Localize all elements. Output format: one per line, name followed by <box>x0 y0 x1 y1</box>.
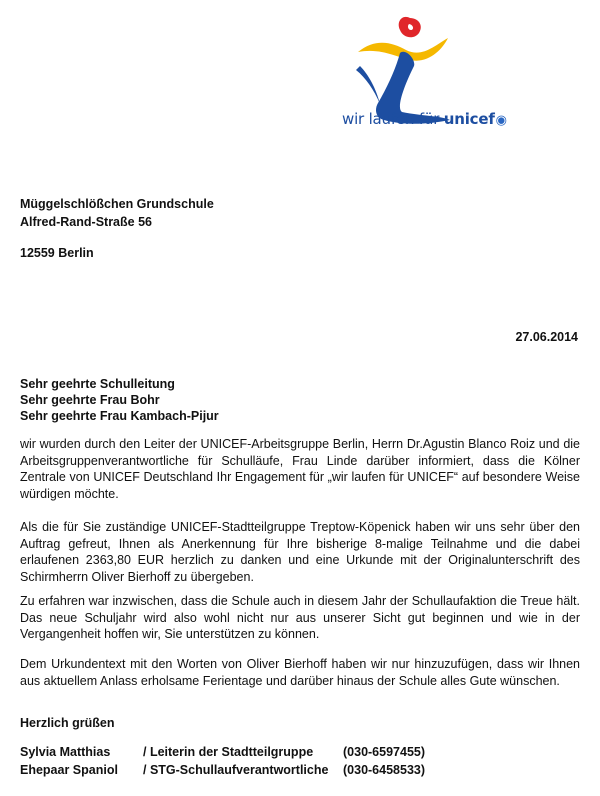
address-city: 12559 Berlin <box>20 246 94 260</box>
signatory-name: Sylvia Matthias <box>20 745 111 759</box>
body-paragraph: Dem Urkundentext mit den Worten von Oliver Bierhoff haben wir nur hinzuzufügen, dass wir Ihnen aus aktuellem Anlass erholsame Ferientage und darüber hinaus der Schule alles Gute wünschen. <box>20 657 580 688</box>
closing-phrase: Herzlich grüßen <box>20 716 115 730</box>
signatory-role: / Leiterin der Stadtteilgruppe <box>143 745 314 759</box>
body-paragraph: wir wurden durch den Leiter der UNICEF-Arbeitsgruppe Berlin, Herrn Dr.Agustin Blanco Roiz und die Arbeitsgruppenverantwortliche für Schulläufe, Frau Linde darüber informiert, dass die Kölner Zentrale von UNICEF Deutschland Ihr Engagement für „wir laufen für UNICEF“ auf besondere Weise würdigen möchte. <box>20 437 580 501</box>
signatory-line <box>20 763 425 777</box>
address-line-2: Alfred-Rand-Straße 56 <box>20 215 152 229</box>
letter-date: 27.06.2014 <box>515 330 578 344</box>
signatory-name: Ehepaar Spaniol <box>20 763 118 777</box>
salutation-line: Sehr geehrte Frau Kambach-Pijur <box>20 409 219 423</box>
salutation-line: Sehr geehrte Frau Bohr <box>20 393 160 407</box>
unicef-globe-icon: ◉ <box>495 113 507 128</box>
signatory-phone: (030-6458533) <box>343 763 426 777</box>
logo-slogan <box>342 110 507 128</box>
body-paragraph: Als die für Sie zuständige UNICEF-Stadtteilgruppe Treptow-Köpenick haben wir uns sehr über den Auftrag gefreut, Ihnen als Anerkennung für Ihre bisherige 8-malige Teilnahme und die dabei erlaufenen 2363,80 EUR herzlich zu danken und eine Urkunde mit der Originalunterschrift des Schirmherrn Oliver Bierhoff zu übergeben. <box>20 520 580 584</box>
salutation-line: Sehr geehrte Schulleitung <box>20 377 175 391</box>
signatory-role: / STG-Schullaufverantwortliche <box>143 763 329 777</box>
signatory-phone: (030-6597455) <box>343 745 426 759</box>
signatory-line <box>20 745 425 759</box>
body-paragraph: Zu erfahren war inzwischen, dass die Schule auch in diesem Jahr der Schullaufaktion die Treue hält. Das neue Schuljahr wird also wohl nicht nur aus unserer Sicht gut beginnen und wie in der Vergangenheit hoffen wir, Sie unterstützen zu können. <box>20 594 580 641</box>
logo-text-prefix: wir laufen für <box>342 110 444 128</box>
logo-text-brand: unicef <box>443 110 495 128</box>
unicef-run-logo <box>330 8 510 140</box>
address-line-1: Müggelschlößchen Grundschule <box>20 197 214 211</box>
recipient-address <box>20 195 214 231</box>
salutation <box>20 376 219 424</box>
